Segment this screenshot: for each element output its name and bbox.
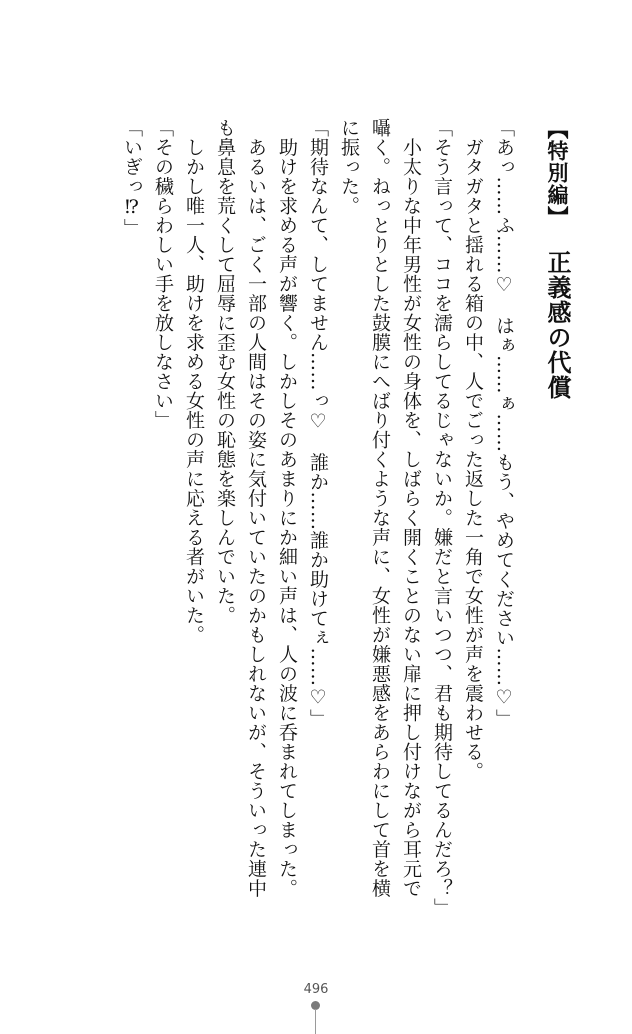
paragraph-5: 囁く。ねっとりとした鼓膜にへばり付くような声に、女性が嫌悪感をあらわにして首を横	[369, 118, 391, 898]
paragraph-8: 助けを求める声が響く。しかしそのあまりにか細い声は、人の波に呑まれてしまった。	[276, 118, 298, 898]
paragraph-10: も鼻息を荒くして屈辱に歪む女性の恥態を楽しんでいた。	[214, 118, 236, 625]
paragraph-12: 「その穢らわしい手を放しなさい」	[152, 118, 174, 430]
paragraph-1: 「あっ……ふ……♡ はぁ……ぁ……もう、やめてください……♡」	[493, 118, 515, 729]
paragraph-3: 「そう言って、ココを濡らしてるじゃないか。嫌だと言いつつ、君も期待してるんだろ？」	[431, 118, 453, 918]
paragraph-13: 「いぎっ⁉」	[121, 118, 143, 238]
paragraph-11: しかし唯一人、助けを求める女性の声に応える者がいた。	[183, 118, 205, 645]
body-text	[116, 118, 574, 938]
series-label: 【特別編】	[545, 118, 569, 228]
page-number: 496	[303, 982, 329, 997]
paragraph-2: ガタガタと揺れる箱の中、人でごった返した一角で女性が声を震わせる。	[462, 118, 484, 781]
paragraph-6: に振った。	[338, 118, 360, 216]
page-marker-line	[315, 1009, 316, 1034]
paragraph-4: 小太りな中年男性が女性の身体を、しばらく開くことのない扉に押し付けながら耳元で	[400, 118, 422, 898]
paragraph-7: 「期待なんて、してません……っ♡ 誰か……誰か助けてぇ……♡」	[307, 118, 329, 729]
chapter-heading	[541, 118, 572, 938]
chapter-title: 正義感の代償	[543, 250, 571, 400]
paragraph-9: あるいは、ごく一部の人間はその姿に気付いていたのかもしれないが、そういった連中	[245, 118, 267, 898]
